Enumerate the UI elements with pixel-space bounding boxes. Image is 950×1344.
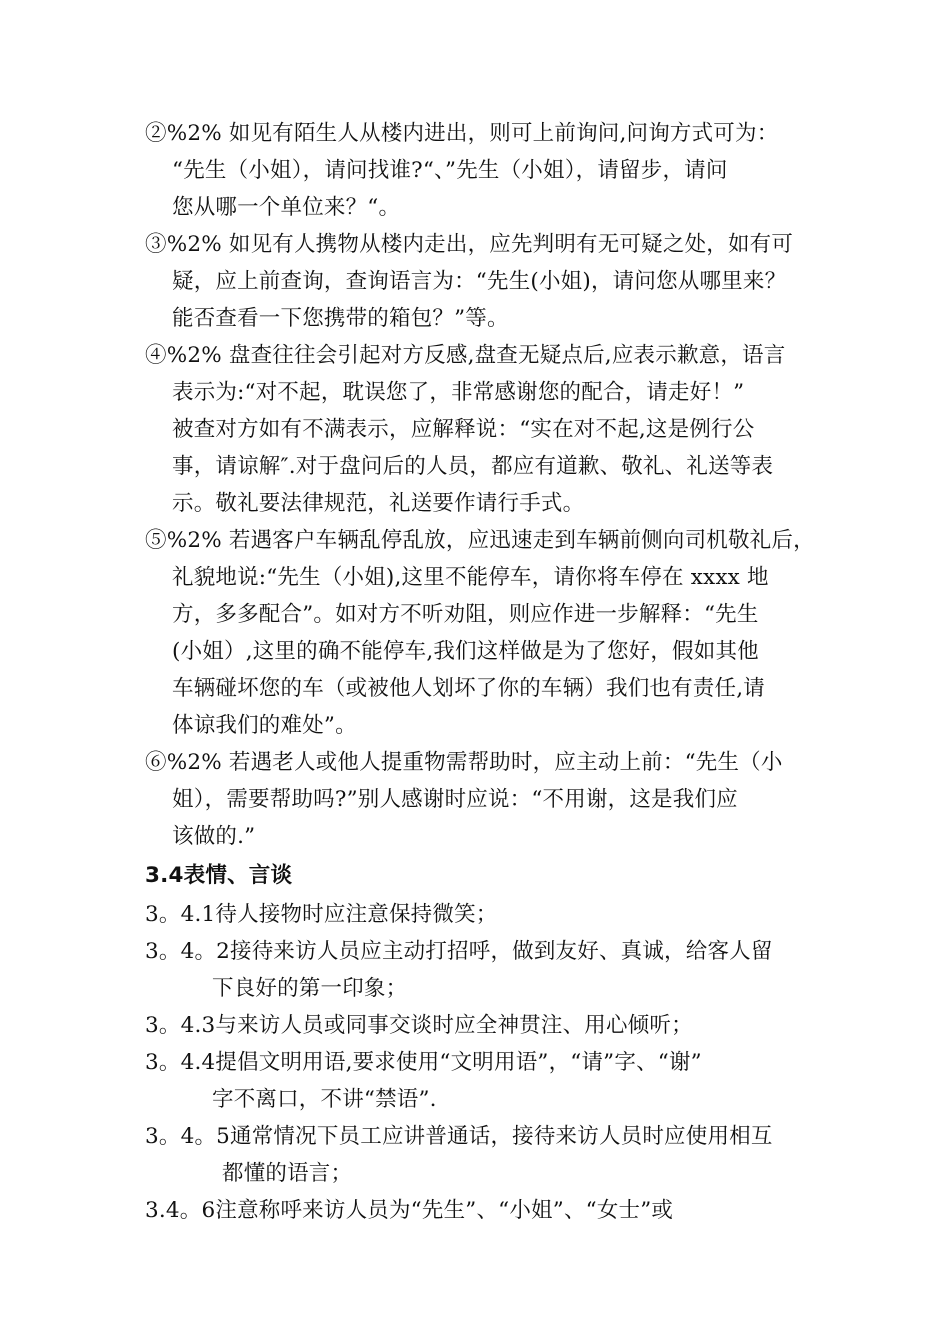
paragraph-3-line-1: ③%2% 如见有人携物从楼内走出，应先判明有无可疑之处，如有可	[145, 232, 794, 257]
paragraph-5-line-3: 方，多多配合”。如对方不听劝阻，则应作进一步解释：“先生	[172, 602, 759, 627]
item-3-4-5-line-2: 都懂的语言；	[222, 1161, 353, 1186]
paragraph-6-line-2: 姐），需要帮助吗?”别人感谢时应说：“不用谢，这是我们应	[172, 787, 738, 812]
paragraph-3-line-3: 能否查看一下您携带的箱包？”等。	[172, 306, 509, 331]
paragraph-5-line-4: (小姐）,这里的确不能停车,我们这样做是为了您好，假如其他	[172, 639, 759, 664]
paragraph-4-line-2: 表示为:“对不起，耽误您了，非常感谢您的配合，请走好！”	[172, 380, 745, 405]
item-3-4-2-line-2: 下良好的第一印象；	[212, 976, 408, 1001]
item-3-4-5-line-1: 3。4。5通常情况下员工应讲普通话，接待来访人员时应使用相互	[145, 1124, 773, 1149]
paragraph-5-line-6: 体谅我们的难处”。	[172, 713, 357, 738]
paragraph-4-line-1: ④%2% 盘查往往会引起对方反感,盘查无疑点后,应表示歉意，语言	[145, 343, 786, 368]
item-3-4-2-line-1: 3。4。2接待来访人员应主动打招呼，做到友好、真诚，给客人留	[145, 939, 773, 964]
paragraph-5-line-2: 礼貌地说:“先生（小姐),这里不能停车，请你将车停在 xxxx 地	[172, 565, 769, 590]
item-3-4-4-line-1: 3。4.4提倡文明用语,要求使用“文明用语”，“请”字、“谢”	[145, 1050, 702, 1075]
paragraph-5-line-5: 车辆碰坏您的车（或被他人划坏了你的车辆）我们也有责任,请	[172, 676, 765, 701]
section-heading: 3.4表情、言谈	[145, 863, 293, 888]
item-3-4-6: 3.4。6注意称呼来访人员为“先生”、“小姐”、“女士”或	[145, 1198, 674, 1223]
paragraph-6-line-3: 该做的.”	[172, 824, 256, 849]
paragraph-4-line-3: 被查对方如有不满表示，应解释说：“实在对不起,这是例行公	[172, 417, 755, 442]
item-3-4-1: 3。4.1待人接物时应注意保持微笑；	[145, 902, 498, 927]
paragraph-6-line-1: ⑥%2% 若遇老人或他人提重物需帮助时，应主动上前：“先生（小	[145, 750, 783, 775]
paragraph-2-line-3: 您从哪一个单位来？“。	[172, 195, 401, 220]
paragraph-2-line-1: ②%2% 如见有陌生人从楼内进出，则可上前询问,问询方式可为：	[145, 121, 779, 146]
item-3-4-4-line-2: 字不离口，不讲“禁语”.	[212, 1087, 437, 1112]
paragraph-4-line-4: 事，请谅解″.对于盘问后的人员，都应有道歉、敬礼、礼送等表	[172, 454, 774, 479]
paragraph-5-line-1: ⑤%2% 若遇客户车辆乱停乱放，应迅速走到车辆前侧向司机敬礼后，	[145, 528, 815, 553]
paragraph-2-line-2: “先生（小姐），请问找谁?“、”先生（小姐），请留步，请问	[172, 158, 728, 183]
item-3-4-3: 3。4.3与来访人员或同事交谈时应全神贯注、用心倾听；	[145, 1013, 693, 1038]
paragraph-4-line-5: 示。敬礼要法律规范，礼送要作请行手式。	[172, 491, 585, 516]
paragraph-3-line-2: 疑，应上前查询，查询语言为：“先生(小姐)，请问您从哪里来？	[172, 269, 787, 294]
